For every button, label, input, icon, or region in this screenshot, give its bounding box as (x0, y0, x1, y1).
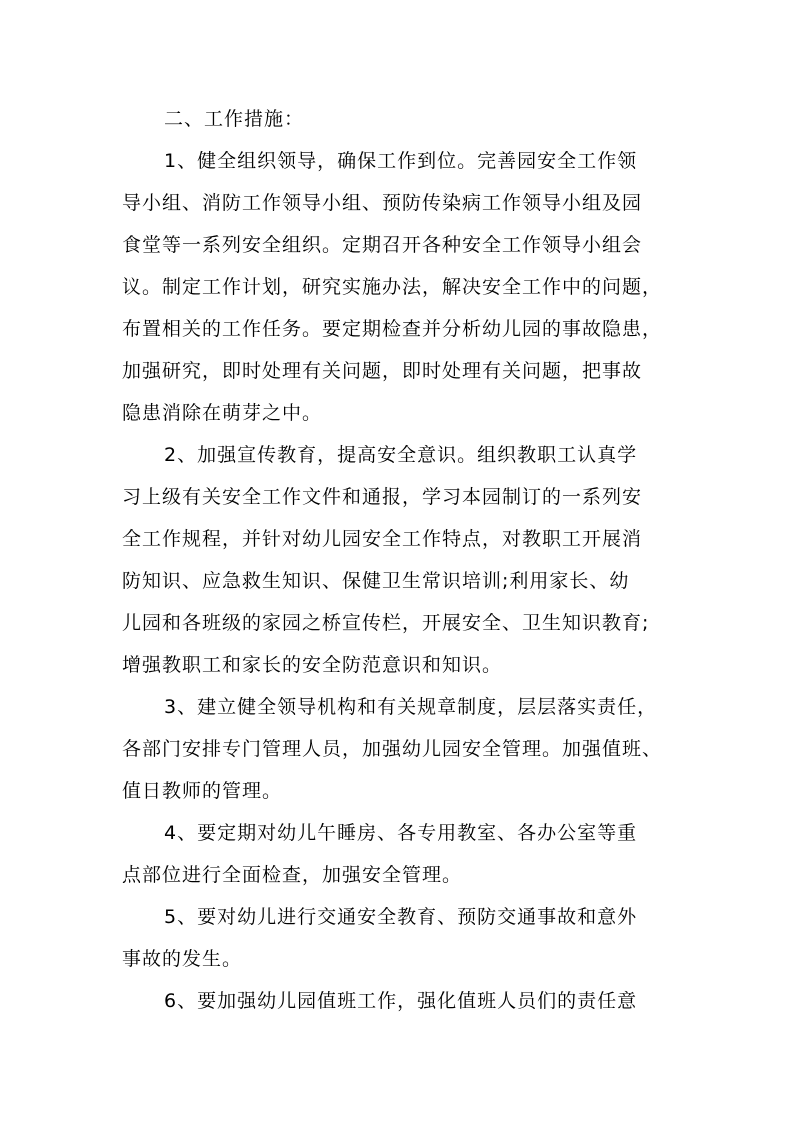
paragraph-line: 加强研究，即时处理有关问题，即时处理有关问题，把事故 (122, 360, 643, 382)
paragraph-line: 2、加强宣传教育，提高安全意识。组织教职工认真学 (164, 444, 638, 466)
paragraph-line: 布置相关的工作任务。要定期检查并分析幼儿园的事故隐患， (122, 318, 663, 340)
paragraph-line: 值日教师的管理。 (122, 780, 283, 802)
paragraph-line: 各部门安排专门管理人员，加强幼儿园安全管理。加强值班、 (122, 738, 663, 760)
paragraph-line: 全工作规程，并针对幼儿园安全工作特点，对教职工开展消 (122, 528, 643, 550)
paragraph-line: 3、建立健全领导机构和有关规章制度，层层落实责任， (164, 696, 658, 718)
paragraph-line: 儿园和各班级的家园之桥宣传栏，开展安全、卫生知识教育; (122, 612, 650, 634)
paragraph-line: 事故的发生。 (122, 948, 243, 970)
paragraph-line: 1、健全组织领导，确保工作到位。完善园安全工作领 (164, 150, 638, 172)
paragraph-line: 导小组、消防工作领导小组、预防传染病工作领导小组及园 (122, 192, 643, 214)
paragraph-line: 习上级有关安全工作文件和通报，学习本园制订的一系列安 (122, 486, 643, 508)
paragraph-line: 议。制定工作计划，研究实施办法，解决安全工作中的问题， (122, 276, 663, 298)
paragraph-line: 防知识、应急救生知识、保健卫生常识培训;利用家长、幼 (122, 570, 630, 592)
paragraph-line: 食堂等一系列安全组织。定期召开各种安全工作领导小组会 (122, 234, 643, 256)
paragraph-line: 5、要对幼儿进行交通安全教育、预防交通事故和意外 (164, 906, 638, 928)
section-heading: 二、工作措施： (164, 108, 305, 130)
paragraph-line: 隐患消除在萌芽之中。 (122, 402, 323, 424)
paragraph-line: 点部位进行全面检查，加强安全管理。 (122, 864, 463, 886)
paragraph-line: 4、要定期对幼儿午睡房、各专用教室、各办公室等重 (164, 822, 638, 844)
paragraph-line: 6、要加强幼儿园值班工作，强化值班人员们的责任意 (164, 990, 638, 1012)
paragraph-line: 增强教职工和家长的安全防范意识和知识。 (122, 654, 503, 676)
